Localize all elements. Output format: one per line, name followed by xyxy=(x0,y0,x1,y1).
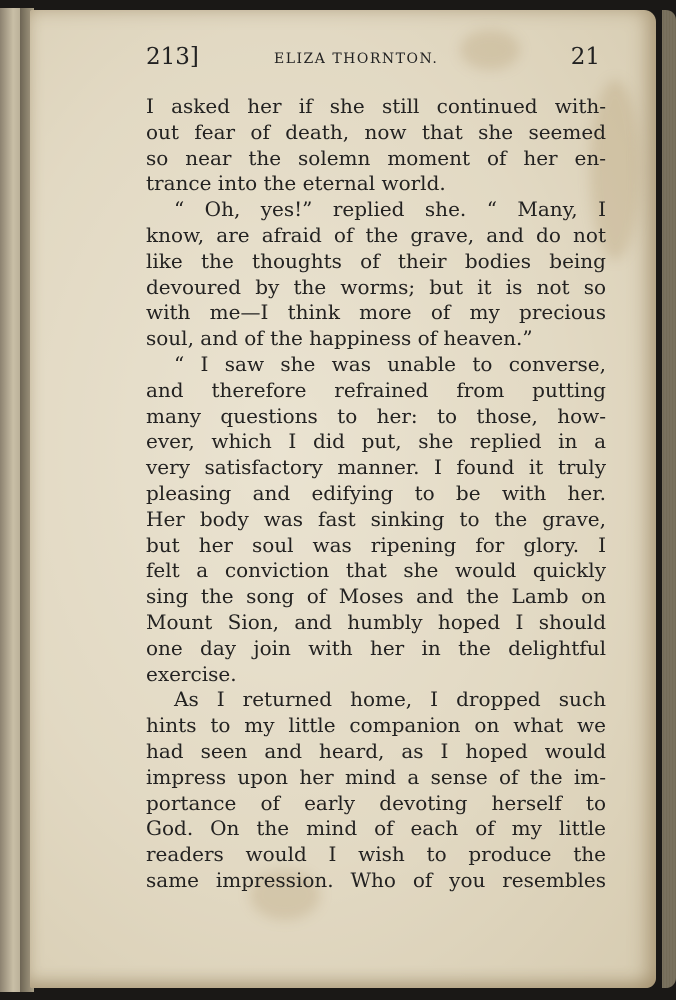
text-line: devoured by the worms; but it is not so xyxy=(146,274,606,299)
text-line: and therefore refrained from putting xyxy=(146,377,606,402)
text-line: same impression. Who of you resembles xyxy=(146,867,606,892)
page-number: 21 xyxy=(570,44,600,70)
running-header xyxy=(146,44,600,74)
text-line: “ I saw she was unable to converse, xyxy=(174,351,606,376)
text-line: soul, and of the happiness of heaven.” xyxy=(146,326,533,351)
text-line: I asked her if she still continued with- xyxy=(146,94,606,118)
text-line: one day join with her in the delightful xyxy=(146,635,606,660)
text-line: hints to my little companion on what we xyxy=(146,713,606,738)
text-line: “ Oh, yes!” replied she. “ Many, I xyxy=(174,197,606,222)
page-fore-edge xyxy=(662,10,676,988)
text-line: God. On the mind of each of my little xyxy=(146,816,606,841)
text-line: with me—I think more of my precious xyxy=(146,300,606,325)
text-line: impress upon her mind a sense of the im- xyxy=(146,764,606,789)
text-line: felt a conviction that she would quickly xyxy=(146,558,606,583)
text-line: so near the solemn moment of her en- xyxy=(146,145,606,170)
text-line: portance of early devoting herself to xyxy=(146,790,606,815)
text-line: know, are afraid of the grave, and do not xyxy=(146,222,606,247)
text-line: Mount Sion, and humbly hoped I should xyxy=(146,609,606,634)
running-title: ELIZA THORNTON. xyxy=(274,51,439,67)
text-line: As I returned home, I dropped such xyxy=(174,687,606,712)
text-line: Her body was fast sinking to the grave, xyxy=(146,506,606,531)
text-line: like the thoughts of their bodies being xyxy=(146,248,606,273)
text-line: sing the song of Moses and the Lamb on xyxy=(146,584,606,609)
facing-page-edge xyxy=(0,8,22,992)
text-line: exercise. xyxy=(146,661,237,686)
body-text xyxy=(146,94,606,894)
text-line: but her soul was ripening for glory. I xyxy=(146,532,606,557)
text-line: trance into the eternal world. xyxy=(146,171,446,196)
text-line: very satisfactory manner. I found it truly xyxy=(146,455,606,480)
text-line: pleasing and edifying to be with her. xyxy=(146,480,606,505)
text-line: readers would I wish to produce the xyxy=(146,842,606,867)
text-line: many questions to her: to those, how- xyxy=(146,403,606,428)
text-line: out fear of death, now that she seemed xyxy=(146,119,606,144)
text-line: ever, which I did put, she replied in a xyxy=(146,429,606,454)
text-line: had seen and heard, as I hoped would xyxy=(146,738,606,763)
signature-number: 213] xyxy=(146,44,199,70)
